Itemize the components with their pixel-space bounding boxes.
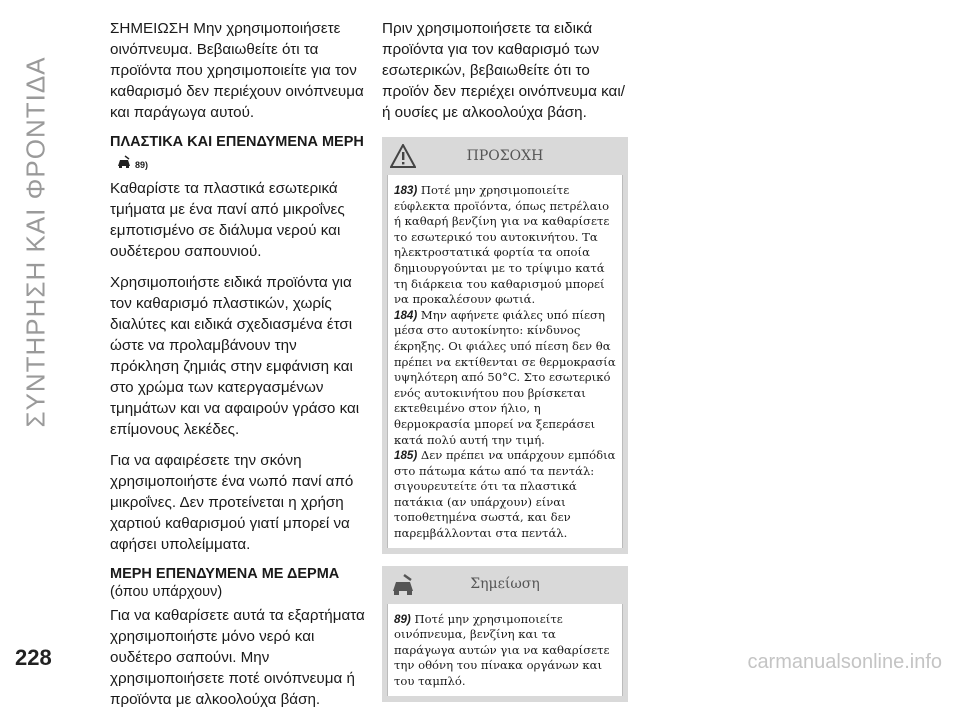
- warning-item-number: 183): [394, 184, 418, 197]
- note-box-title: Σημείωση: [470, 576, 540, 593]
- warning-item-number: 184): [394, 308, 418, 322]
- note-box-body: [387, 604, 623, 696]
- warning-item-text: Δεν πρέπει να υπάρχουν εμπόδια στο πάτωμα κάτω από τα πεντάλ: σιγουρευτείτε ότι τα πλαστικά πατάκια (αν υπάρχουν) είναι τοποθετημένα σωστά, και δεν παρεμβάλλονται στα πεντάλ.: [394, 448, 616, 541]
- warning-item: [394, 308, 616, 448]
- heading-leather-subtitle: (όπου υπάρχουν): [110, 584, 223, 600]
- paragraph-before-use: Πριν χρησιμοποιήσετε τα ειδικά προϊόντα για τον καθαρισμό των εσωτερικών, βεβαιωθείτε ότι το προϊόν δεν περιέχει οινόπνευμα και/ή ουσίες με αλκοολούχα βάση.: [382, 20, 625, 121]
- note-item-number: 89): [394, 612, 411, 626]
- side-section-title: [14, 22, 58, 462]
- watermark: carmanualsonline.info: [747, 651, 942, 673]
- note-reference: [116, 155, 368, 176]
- warning-box-header: [382, 137, 628, 175]
- paragraph-leather: Για να καθαρίσετε αυτά τα εξαρτήματα χρησιμοποιήστε μόνο νερό και ουδέτερο σαπούνι. Μην χρησιμοποιήσετε ποτέ οινόπνευμα ή προϊόντα με αλκοολούχα βάση.: [110, 607, 365, 708]
- warning-item-text: Μην αφήνετε φιάλες υπό πίεση μέσα στο αυτοκίνητο: κίνδυνος έκρηξης. Οι φιάλες υπό πίεση δεν θα πρέπει να εκτίθενται σε θερμοκρασία υψηλότερη από 50°C. Στο εσωτερικό ενός αυτοκινήτου που βρίσκεται εκτεθειμένο στον ήλιο, η θερμοκρασία μπορεί να ξεπεράσει κατά πολύ αυτή την τιμή.: [394, 307, 616, 447]
- heading-plastics: ΠΛΑΣΤΙΚΑ ΚΑΙ ΕΠΕΝΔΥΜΕΝΑ ΜΕΡΗ: [110, 134, 364, 150]
- warning-item-number: 185): [394, 449, 418, 463]
- note-box: [382, 566, 628, 702]
- note-item-text: Ποτέ μην χρησιμοποιείτε οινόπνευμα, βενζίνη και τα παράγωγα αυτών για να καθαρίσετε την οθόνη του πίνακα οργάνων και του ταμπλό.: [394, 611, 610, 689]
- page-number: 228: [15, 645, 52, 670]
- paragraph-plastics-1: Καθαρίστε τα πλαστικά εσωτερικά τμήματα με ένα πανί από μικροΐνες εμποτισμένο σε διάλυμα νερού και ουδέτερου σαπουνιού.: [110, 180, 345, 260]
- warning-box-body: [387, 175, 623, 548]
- note-reference-number: 89): [135, 160, 149, 170]
- warning-box: [382, 137, 628, 554]
- car-wrench-icon: [390, 573, 416, 597]
- warning-triangle-icon: [390, 144, 416, 168]
- car-wrench-small-icon: [116, 155, 132, 169]
- warning-box-title: ΠΡΟΣΟΧΗ: [466, 147, 544, 164]
- paragraph-note-alcohol: ΣΗΜΕΙΩΣΗ Μην χρησιμοποιήσετε οινόπνευμα. Βεβαιωθείτε ότι τα προϊόντα που χρησιμοποιείτε για τον καθαρισμό δεν περιέχουν οινόπνευμα και παράγωγα αυτού.: [110, 20, 364, 121]
- paragraph-plastics-2: Χρησιμοποιήστε ειδικά προϊόντα για τον καθαρισμό πλαστικών, χωρίς διαλύτες και ειδικά σχεδιασμένα έτσι ώστε να προλαμβάνουν την πρόκληση ζημιάς στην εμφάνιση και στο χρώμα των κατεργασμένων τμημάτων και να αφαιρούν γράσο και επίμονους λεκέδες.: [110, 274, 360, 438]
- heading-leather: [110, 565, 368, 601]
- side-section-title-text: ΣΥΝΤΗΡΗΣΗ ΚΑΙ ΦΡΟΝΤΙΔΑ: [20, 56, 51, 428]
- note-box-header: [382, 566, 628, 604]
- warning-item-text: Ποτέ μην χρησιμοποιείτε εύφλεκτα προϊόντα, όπως πετρέλαιο ή καθαρή βενζίνη για να καθαρίσετε το εσωτερικό του αυτοκινήτου. Τα ηλεκτροστατικά φορτία τα οποία δημιουργούνται με το τρίψιμο κατά τη διάρκεια του καθαρισμού μπορεί να προκαλέσουν φωτιά.: [394, 183, 610, 307]
- warning-item: [394, 183, 616, 308]
- right-column: [382, 18, 628, 702]
- warning-item: [394, 448, 616, 542]
- heading-leather-text: ΜΕΡΗ ΕΠΕΝΔΥΜΕΝΑ ΜΕ ΔΕΡΜΑ: [110, 566, 340, 582]
- paragraph-plastics-3: Για να αφαιρέσετε την σκόνη χρησιμοποιήστε ένα νωπό πανί από μικροΐνες. Δεν προτείνεται η χρήση χαρτιού καθαρισμού γιατί μπορεί να αφήσει υπολείμματα.: [110, 452, 354, 553]
- left-column: [110, 18, 368, 720]
